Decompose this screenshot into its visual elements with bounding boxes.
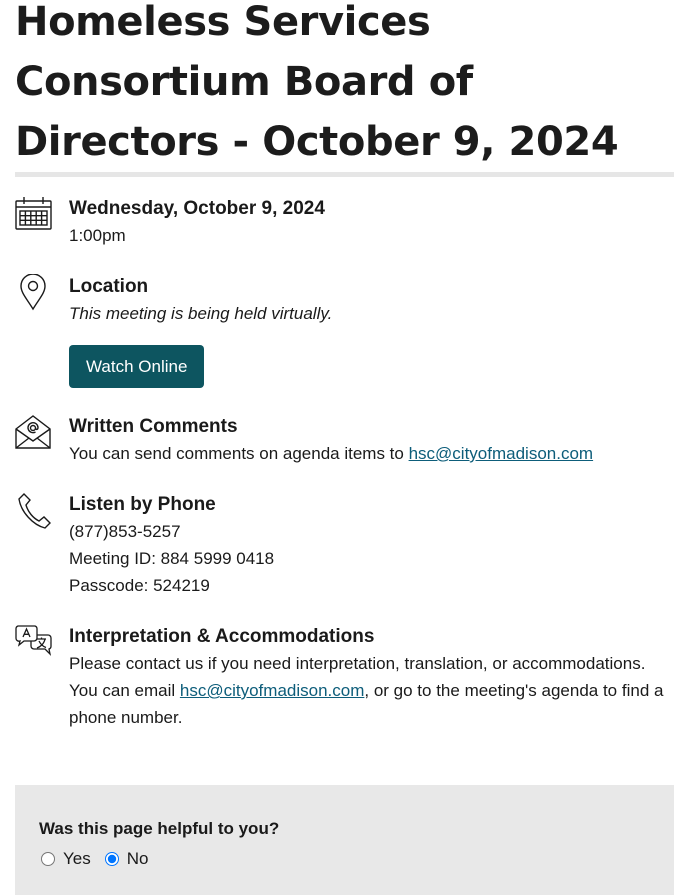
map-pin-icon — [15, 274, 53, 312]
calendar-icon — [15, 196, 53, 234]
feedback-panel — [15, 785, 674, 895]
page-title: Homeless Services Consortium Board of Directors - October 9, 2024 — [15, 0, 619, 165]
comments-heading: Written Comments — [69, 416, 238, 437]
watch-online-button[interactable]: Watch Online — [69, 345, 204, 388]
feedback-question: Was this page helpful to you? — [39, 819, 280, 838]
comments-text-prefix: You can send comments on agenda items to — [69, 444, 409, 463]
feedback-radio-yes[interactable] — [41, 852, 55, 866]
interpretation-heading: Interpretation & Accommodations — [69, 626, 375, 647]
meeting-id: Meeting ID: 884 5999 0418 — [69, 549, 275, 568]
comments-email-link[interactable]: hsc@cityofmadison.com — [408, 444, 594, 463]
passcode: Passcode: 524219 — [69, 576, 210, 595]
interpretation-suffix: , or go to the meeting's agenda to find a phone number. — [69, 681, 664, 727]
phone-number: (877)853-5257 — [69, 522, 181, 541]
phone-icon — [15, 492, 53, 530]
meeting-time: 1:00pm — [69, 226, 126, 245]
interpretation-line2 — [69, 677, 669, 731]
feedback-option-yes[interactable] — [41, 849, 91, 869]
feedback-no-label: No — [126, 849, 149, 868]
location-heading: Location — [69, 276, 149, 297]
meeting-date: Wednesday, October 9, 2024 — [69, 198, 325, 219]
interpretation-prefix: You can email — [69, 681, 180, 700]
translate-icon — [15, 624, 53, 662]
envelope-at-icon — [15, 414, 53, 452]
feedback-radio-no[interactable] — [105, 852, 119, 866]
title-divider — [15, 172, 674, 177]
interpretation-email-link[interactable]: hsc@cityofmadison.com — [179, 681, 365, 700]
feedback-options — [41, 849, 162, 869]
comments-text — [69, 440, 669, 467]
phone-heading: Listen by Phone — [69, 494, 216, 515]
feedback-yes-label: Yes — [63, 849, 91, 868]
feedback-option-no[interactable] — [105, 849, 149, 869]
interpretation-line1: Please contact us if you need interpretation, translation, or accommodations. — [69, 654, 646, 673]
location-note: This meeting is being held virtually. — [69, 304, 333, 323]
